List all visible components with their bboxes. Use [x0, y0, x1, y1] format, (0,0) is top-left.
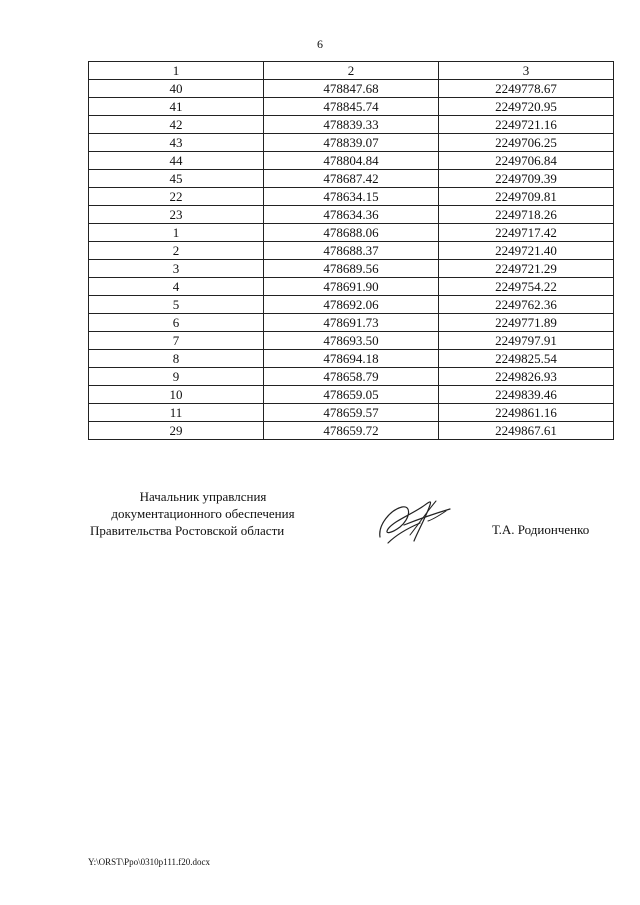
table-cell: 478634.36 — [264, 206, 439, 224]
column-header: 3 — [439, 62, 614, 80]
table-row — [89, 80, 614, 98]
table-row — [89, 422, 614, 440]
table-cell: 2249717.42 — [439, 224, 614, 242]
table-cell: 478692.06 — [264, 296, 439, 314]
table-row — [89, 278, 614, 296]
table-cell: 478839.33 — [264, 116, 439, 134]
table-row — [89, 170, 614, 188]
table-cell: 478689.56 — [264, 260, 439, 278]
table-cell: 5 — [89, 296, 264, 314]
table-cell: 478659.57 — [264, 404, 439, 422]
table-cell: 6 — [89, 314, 264, 332]
table-cell: 2249825.54 — [439, 350, 614, 368]
table-cell: 8 — [89, 350, 264, 368]
table-row — [89, 116, 614, 134]
table-cell: 478847.68 — [264, 80, 439, 98]
handwritten-signature — [370, 485, 460, 555]
table-cell: 478804.84 — [264, 152, 439, 170]
table-row — [89, 332, 614, 350]
table-row — [89, 404, 614, 422]
table-row — [89, 206, 614, 224]
signatory-title-line: документационного обеспечения — [111, 506, 295, 521]
table-cell: 478659.72 — [264, 422, 439, 440]
signatory-title — [88, 488, 318, 539]
table-cell: 2249709.39 — [439, 170, 614, 188]
table-cell: 7 — [89, 332, 264, 350]
table-cell: 478659.05 — [264, 386, 439, 404]
column-header: 1 — [89, 62, 264, 80]
table-cell: 2 — [89, 242, 264, 260]
table-cell: 478658.79 — [264, 368, 439, 386]
table-cell: 478687.42 — [264, 170, 439, 188]
table-cell: 40 — [89, 80, 264, 98]
table-cell: 2249762.36 — [439, 296, 614, 314]
table-cell: 478694.18 — [264, 350, 439, 368]
table-cell: 2249706.84 — [439, 152, 614, 170]
table-cell: 478688.06 — [264, 224, 439, 242]
column-header: 2 — [264, 62, 439, 80]
table-header-row — [89, 62, 614, 80]
table-cell: 2249754.22 — [439, 278, 614, 296]
table-row — [89, 368, 614, 386]
signatory-name: Т.А. Родионченко — [492, 522, 590, 537]
table-cell: 41 — [89, 98, 264, 116]
table-row — [89, 350, 614, 368]
signatory-title-line: Правительства Ростовской области — [90, 523, 285, 538]
table-row — [89, 98, 614, 116]
table-cell: 478693.50 — [264, 332, 439, 350]
table-cell: 43 — [89, 134, 264, 152]
table-cell: 2249718.26 — [439, 206, 614, 224]
table-cell: 2249839.46 — [439, 386, 614, 404]
table-cell: 2249797.91 — [439, 332, 614, 350]
table-cell: 2249706.25 — [439, 134, 614, 152]
page-number: 6 — [317, 37, 323, 51]
table-row — [89, 188, 614, 206]
table-cell: 478634.15 — [264, 188, 439, 206]
table-cell: 2249867.61 — [439, 422, 614, 440]
table-cell: 2249709.81 — [439, 188, 614, 206]
table-cell: 23 — [89, 206, 264, 224]
table-cell: 44 — [89, 152, 264, 170]
table-cell: 2249826.93 — [439, 368, 614, 386]
table-row — [89, 224, 614, 242]
table-cell: 3 — [89, 260, 264, 278]
table-row — [89, 152, 614, 170]
table-cell: 1 — [89, 224, 264, 242]
table-row — [89, 296, 614, 314]
table-cell: 2249771.89 — [439, 314, 614, 332]
table-cell: 10 — [89, 386, 264, 404]
table-row — [89, 260, 614, 278]
table-cell: 11 — [89, 404, 264, 422]
file-path: Y:\ORST\Ppo\0310p111.f20.docx — [88, 857, 211, 867]
signatory-title-line: Начальник управлсния — [139, 489, 267, 504]
table-row — [89, 386, 614, 404]
table-cell: 478688.37 — [264, 242, 439, 260]
table-body — [89, 80, 614, 440]
table-cell: 2249721.16 — [439, 116, 614, 134]
table-cell: 22 — [89, 188, 264, 206]
table-cell: 2249720.95 — [439, 98, 614, 116]
table-cell: 29 — [89, 422, 264, 440]
table-cell: 42 — [89, 116, 264, 134]
table-cell: 9 — [89, 368, 264, 386]
table-row — [89, 242, 614, 260]
table-cell: 478845.74 — [264, 98, 439, 116]
table-cell: 2249778.67 — [439, 80, 614, 98]
table-cell: 2249721.40 — [439, 242, 614, 260]
table-cell: 4 — [89, 278, 264, 296]
table-cell: 2249861.16 — [439, 404, 614, 422]
table-cell: 478691.90 — [264, 278, 439, 296]
table-cell: 45 — [89, 170, 264, 188]
table-cell: 478691.73 — [264, 314, 439, 332]
table-cell: 2249721.29 — [439, 260, 614, 278]
table-row — [89, 134, 614, 152]
coordinates-table — [88, 61, 614, 440]
table-cell: 478839.07 — [264, 134, 439, 152]
table-row — [89, 314, 614, 332]
